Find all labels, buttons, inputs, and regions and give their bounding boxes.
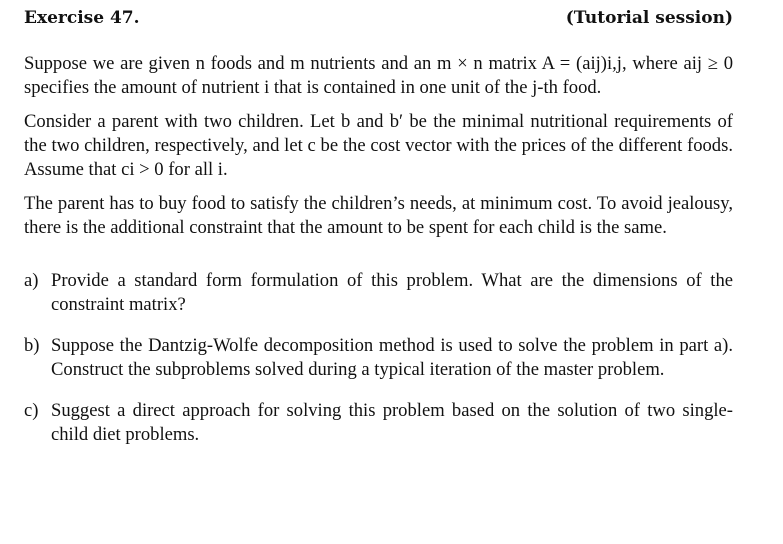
question-item-b: [24, 334, 733, 382]
question-label-b: b): [24, 335, 40, 356]
question-text-a: Provide a standard form formulation of this problem. What are the dimensions of the constraint matrix?: [51, 270, 733, 315]
exercise-header: [24, 6, 733, 32]
question-label-c: c): [24, 400, 39, 421]
problem-paragraph-3: The parent has to buy food to satisfy the children’s needs, at minimum cost. To avoid jealousy, there is the additional constraint that the amount to be spent for each child is the same.: [24, 193, 733, 238]
problem-paragraph-1: Suppose we are given n foods and m nutrients and an m × n matrix A = (aij)i,j, where aij ≥ 0 specifies the amount of nutrient i that is contained in one unit of the j-th food.: [24, 53, 733, 98]
exercise-title: Exercise 47.: [24, 8, 140, 28]
question-text-c: Suggest a direct approach for solving this problem based on the solution of two single-child diet problems.: [51, 400, 733, 445]
question-text-b: Suppose the Dantzig-Wolfe decomposition method is used to solve the problem in part a). Construct the subproblems solved during a typical iteration of the master problem.: [51, 335, 733, 380]
question-list: [24, 269, 733, 447]
question-item-a: [24, 269, 733, 317]
question-item-c: [24, 399, 733, 447]
problem-paragraph-2: Consider a parent with two children. Let b and b′ be the minimal nutritional requirements of the two children, respectively, and let c be the cost vector with the prices of the different foods. Assume that ci > 0 for all i.: [24, 111, 733, 180]
session-label: (Tutorial session): [565, 8, 733, 28]
question-label-a: a): [24, 270, 39, 291]
exercise-page: [24, 6, 733, 447]
